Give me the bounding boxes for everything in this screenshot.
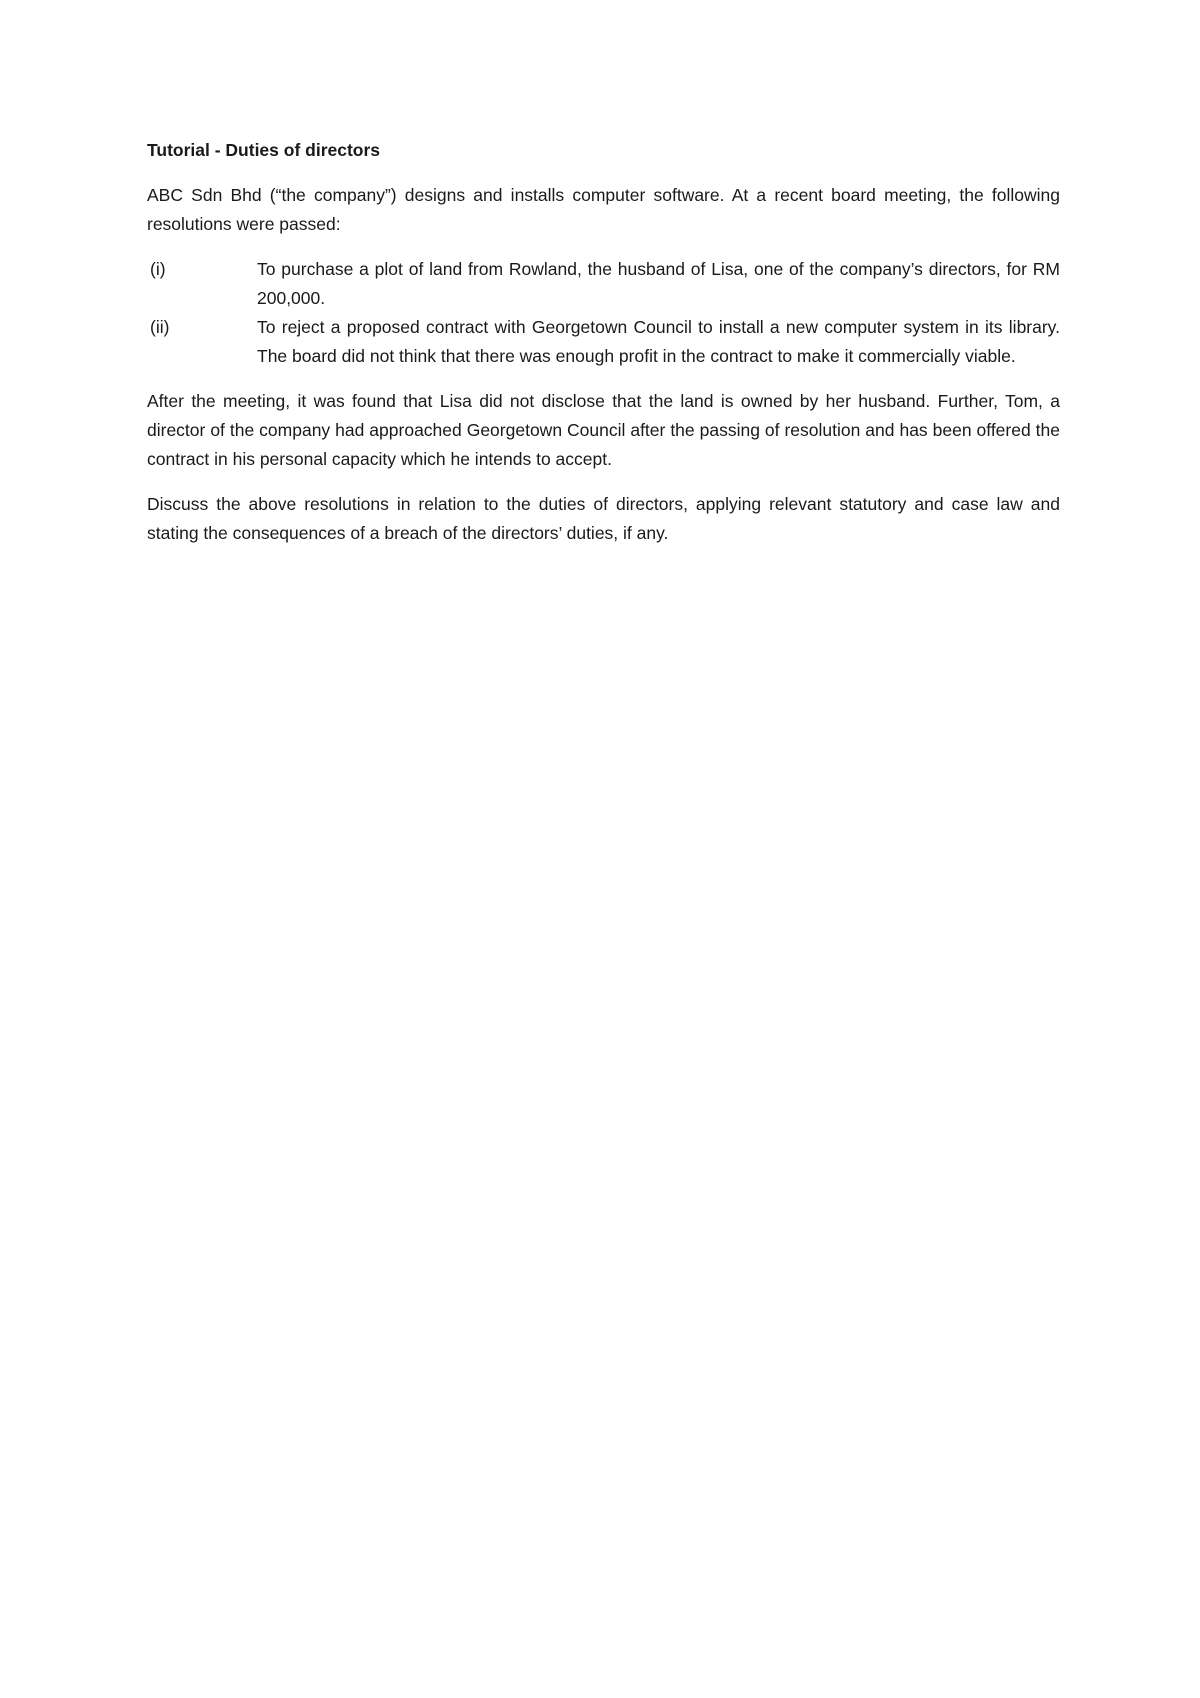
facts-paragraph: After the meeting, it was found that Lisa did not disclose that the land is owned by her husband. Further, Tom, a director of the company had approached Georgetown Council after the passing of resolution and has been offered the contract in his personal capacity which he intends to accept. — [147, 391, 1060, 469]
list-item — [147, 255, 1060, 313]
document-title: Tutorial - Duties of directors — [147, 140, 381, 160]
resolutions-list — [147, 255, 1060, 371]
list-marker: (ii) — [150, 317, 170, 337]
list-item-text: To reject a proposed contract with Georgetown Council to install a new computer system in its library. The board did not think that there was enough profit in the contract to make it commercially viable. — [257, 317, 1060, 366]
list-item — [147, 313, 1060, 371]
list-item-text: To purchase a plot of land from Rowland, the husband of Lisa, one of the company’s directors, for RM 200,000. — [257, 259, 1060, 308]
intro-paragraph: ABC Sdn Bhd (“the company”) designs and installs computer software. At a recent board meeting, the following resolutions were passed: — [147, 185, 1060, 234]
question-paragraph: Discuss the above resolutions in relation to the duties of directors, applying relevant statutory and case law and stating the consequences of a breach of the directors’ duties, if any. — [147, 494, 1060, 543]
list-marker: (i) — [150, 259, 166, 279]
document-page — [147, 136, 1060, 564]
